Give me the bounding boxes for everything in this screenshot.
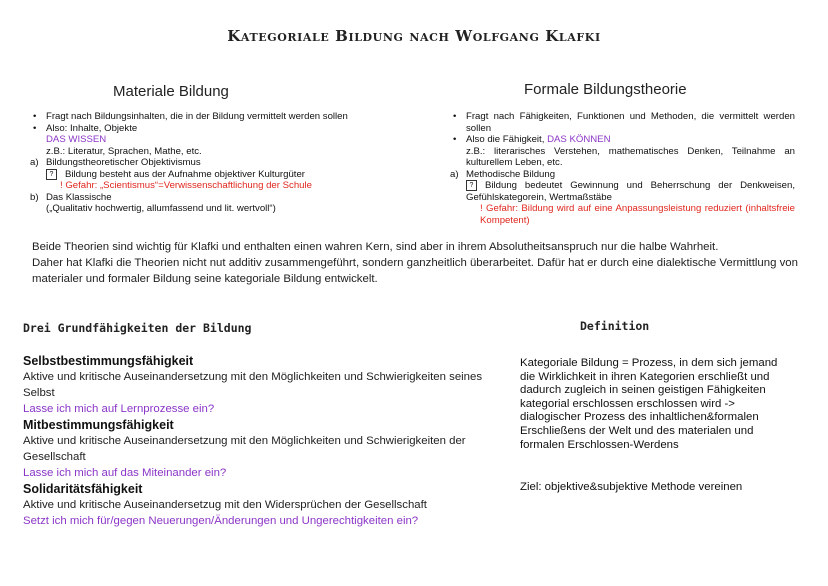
- formale-a-desc: ? Bildung bedeutet Gewinnung und Beherrschung der Denkweisen, Gefühlskategorein, Wertmaßstäbe: [466, 180, 795, 203]
- summary-line-1: Beide Theorien sind wichtig für Klafki und enthalten einen wahren Kern, sind aber in ihrem Absolutheitsanspruch nur die halbe Wahrheit.: [32, 241, 719, 253]
- abilities-heading: Drei Grundfähigkeiten der Bildung: [23, 321, 252, 335]
- materiale-section: [30, 111, 350, 215]
- page-title: Kategoriale Bildung nach Wolfgang Klafki: [227, 27, 601, 45]
- definition-body: Kategoriale Bildung = Prozess, in dem sich jemand die Wirklichkeit in ihren Kategorien erschließt und dadurch zugleich in seinen geistigen Fähigkeiten kategorial erschlossen erschlossen wird -> dialogischer Prozess des inhaltlichen&formalen Erschließens der Welt und des materialen und formalen Erschlossen-Werdens: [520, 357, 778, 451]
- ability-title: Mitbestimmungsfähigkeit: [23, 418, 174, 432]
- highlight-wissen: DAS WISSEN: [46, 134, 107, 145]
- materiale-b-desc: („Qualitativ hochwertig, allumfassend und lit. wertvoll“): [46, 203, 276, 215]
- ability-question: Lasse ich mich auf das Miteinander ein?: [23, 467, 227, 479]
- materiale-bullet-2: • Also: Inhalte, Objekte DAS WISSEN z.B.: Literatur, Sprachen, Mathe, etc.: [30, 123, 350, 158]
- summary: [32, 239, 812, 287]
- ability-title: Solidaritätsfähigkeit: [23, 482, 143, 496]
- ability-desc: Aktive und kritische Auseinandersetzug mit den Widersprüchen der Gesellschaft: [23, 499, 427, 511]
- ability-title: Selbstbestimmungsfähigkeit: [23, 354, 194, 368]
- summary-line-2: Daher hat Klafki die Theorien nicht nut additiv zusammengeführt, sondern ganzheitlich überarbeitet. Dafür hat er durch eine dialektische Vermittlung von materialer und formaler Bildung seine kategoriale Bildung entwickelt.: [32, 257, 798, 285]
- formale-heading: Formale Bildungstheorie: [524, 81, 687, 98]
- materiale-a-desc: ? Bildung besteht aus der Aufnahme objektiver Kulturgüter: [30, 169, 350, 181]
- formale-bullet-2: • Also die Fähigkeit, DAS KÖNNEN z.B.: literarisches Verstehen, mathematisches Denken, Teilnahme an kulturellem Leben, etc.: [450, 134, 795, 169]
- definition-heading: Definition: [580, 319, 650, 333]
- ability-selbstbestimmung: [23, 353, 488, 417]
- ability-desc: Aktive und kritische Auseinandersetzung mit den Möglichkeiten und Schwierigkeiten der Gesellschaft: [23, 435, 466, 463]
- abilities-list: [23, 353, 488, 529]
- highlight-koennen: DAS KÖNNEN: [547, 134, 611, 145]
- question-box-icon: ?: [46, 169, 57, 180]
- formale-example: z.B.: literarisches Verstehen, mathematisches Denken, Teilnahme an kulturellem Leben, etc.: [466, 145, 795, 168]
- materiale-b: b) Das Klassische: [30, 191, 112, 203]
- question-box-icon: ?: [466, 180, 477, 191]
- formale-section: [450, 111, 795, 226]
- formale-bullet-1: • Fragt nach Fähigkeiten, Funktionen und Methoden, die vermittelt werden sollen: [450, 111, 795, 134]
- formale-danger: ! Gefahr: Bildung wird auf eine Anpassungsleistung reduziert (inhaltsfreie Kompetent): [480, 203, 795, 226]
- ability-solidaritaet: [23, 481, 488, 529]
- materiale-bullet-1: • Fragt nach Bildungsinhalten, die in der Bildung vermittelt werden sollen: [30, 111, 350, 123]
- materiale-heading: Materiale Bildung: [113, 83, 229, 100]
- ability-question: Setzt ich mich für/gegen Neuerungen/Änderungen und Ungerechtigkeiten ein?: [23, 515, 419, 527]
- definition-goal: Ziel: objektive&subjektive Methode vereinen: [520, 481, 743, 493]
- ability-mitbestimmung: [23, 417, 488, 481]
- materiale-a: a) Bildungstheoretischer Objektivismus: [30, 157, 201, 168]
- ability-question: Lasse ich mich auf Lernprozesse ein?: [23, 403, 215, 415]
- materiale-example: z.B.: Literatur, Sprachen, Mathe, etc.: [46, 145, 202, 157]
- materiale-danger: ! Gefahr: „Scientismus“=Verwissenschaftlichung der Schule: [60, 180, 312, 192]
- ability-desc: Aktive und kritische Auseinandersetzung mit den Möglichkeiten und Schwierigkeiten seines Selbst: [23, 371, 483, 399]
- formale-a: a) Methodische Bildung: [450, 168, 556, 180]
